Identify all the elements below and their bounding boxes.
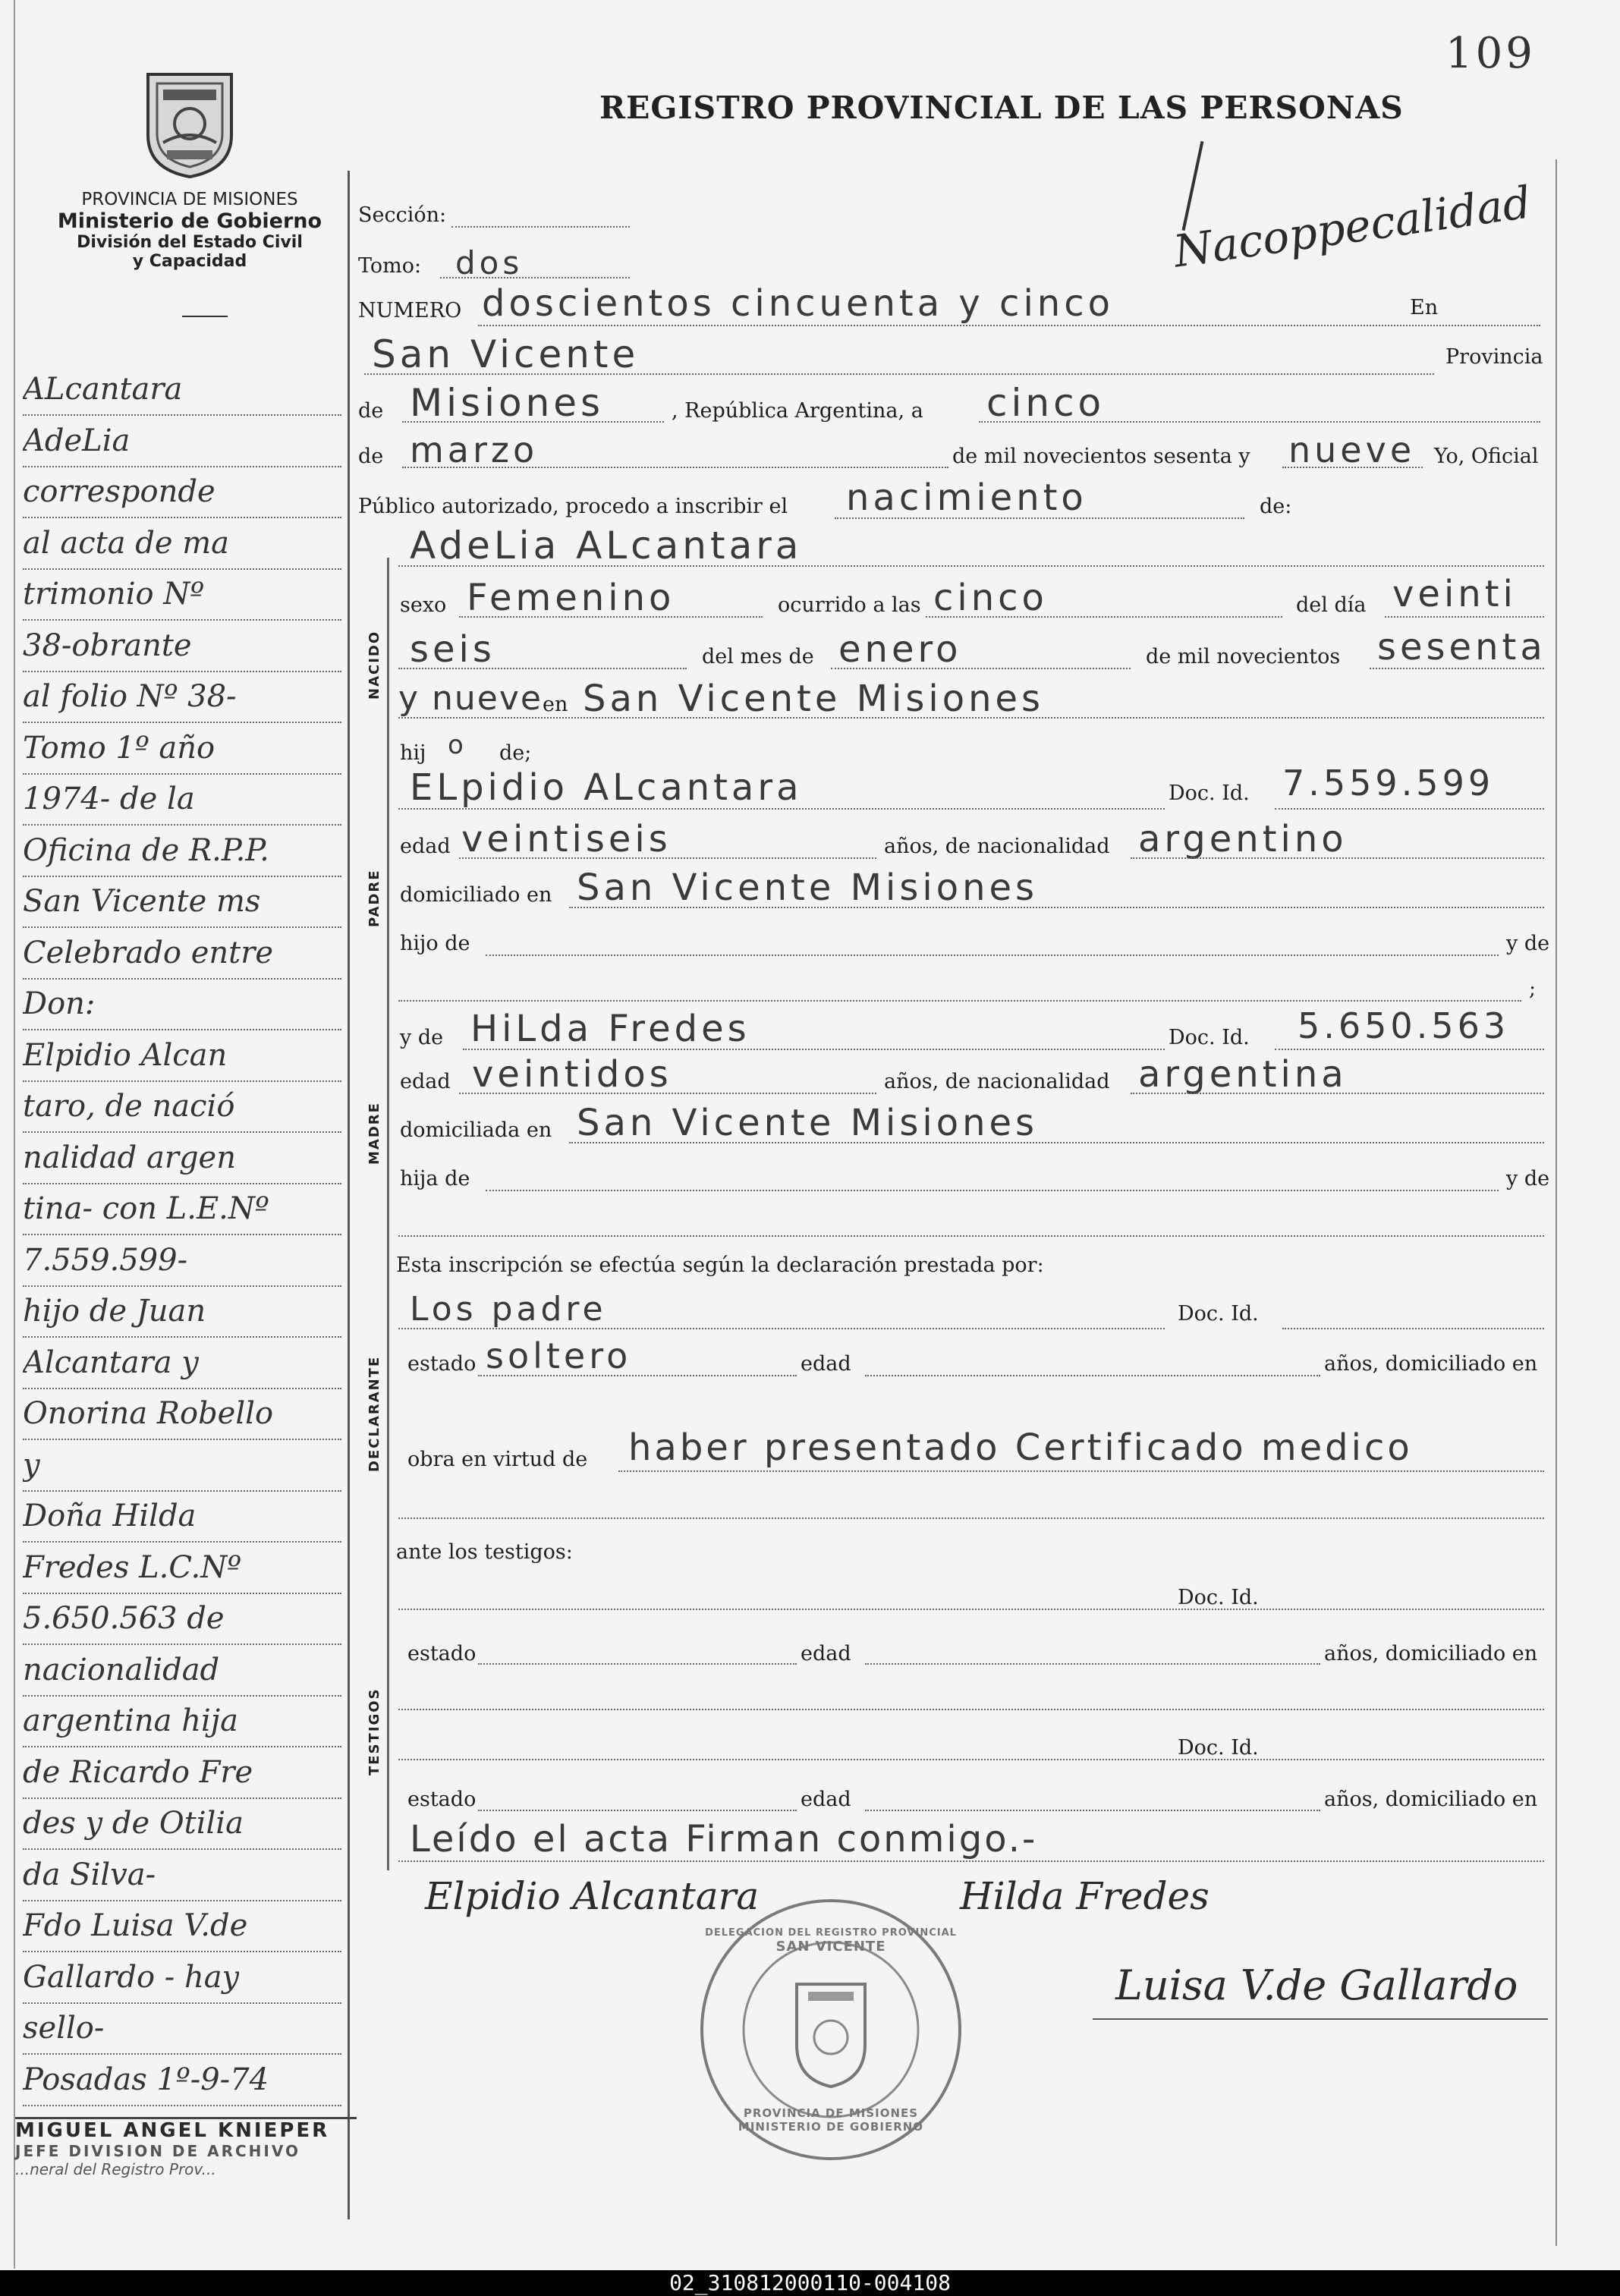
provincia-line — [402, 421, 664, 423]
marginal-note-line: Tomo 1º año — [23, 730, 215, 766]
marginal-note-line: Oficina de R.P.P. — [23, 832, 269, 868]
label-publico: Público autorizado, procedo a inscribir el — [358, 495, 788, 518]
label-obra-virtud: obra en virtud de — [407, 1448, 588, 1471]
label-padre-domiciliado: domiciliado en — [400, 883, 552, 907]
padre-extra-line — [398, 1000, 1521, 1002]
marginal-note-rule — [23, 876, 341, 877]
marginal-note-rule — [23, 1593, 341, 1594]
marginal-note-rule — [23, 2002, 341, 2004]
marginal-note-line: nacionalidad — [23, 1652, 220, 1687]
marginal-note-rule — [23, 1541, 341, 1543]
cierre-line — [398, 1860, 1544, 1862]
label-testigo2-anos: años, domiciliado en — [1324, 1788, 1538, 1811]
marginal-note-rule — [23, 1388, 341, 1389]
marginal-note-rule — [23, 1951, 341, 1952]
padre-nombre-line — [398, 808, 1165, 810]
signature-rule — [1093, 2018, 1548, 2020]
marginal-note-line: AdeLia — [23, 423, 131, 458]
declarante-estado-line — [478, 1375, 797, 1376]
footer-bar — [0, 2270, 1620, 2296]
label-de-colon: de: — [1260, 495, 1292, 518]
marginal-note-line: de Ricardo Fre — [23, 1754, 253, 1790]
marginal-note-rule — [23, 414, 341, 416]
value-lugar: San Vicente — [372, 332, 640, 376]
issuer-capacity: y Capacidad — [132, 252, 247, 271]
marginal-note-rule — [23, 1439, 341, 1440]
tipo-line — [835, 517, 1244, 519]
value-hora: cinco — [933, 577, 1048, 619]
marginal-note-rule — [23, 926, 341, 928]
marginal-note-rule — [23, 568, 341, 570]
marginal-note-rule — [23, 824, 341, 826]
marginal-note-line: Gallardo - hay — [23, 1959, 240, 1995]
value-anio-nac-2: y nueve — [398, 679, 543, 718]
label-de-semicolon: de; — [499, 741, 532, 765]
marginal-note-line: 1974- de la — [23, 782, 195, 816]
value-cierre: Leído el acta Firman conmigo.- — [410, 1818, 1038, 1860]
value-madre-nac: argentina — [1138, 1053, 1348, 1096]
lugar-nac-line — [398, 717, 1544, 719]
value-lugar-nac: San Vicente Misiones — [583, 678, 1045, 720]
label-declarante-estado: estado — [407, 1352, 477, 1376]
marginal-note-line: taro, de nació — [23, 1089, 235, 1124]
label-padre-doc: Doc. Id. — [1169, 782, 1250, 805]
label-en: En — [1410, 296, 1439, 319]
testigo2-line — [398, 1759, 1544, 1760]
marginal-note-line: Don: — [23, 986, 96, 1021]
margin-divider — [348, 171, 350, 2219]
label-padre-hijo-de: hijo de — [400, 932, 470, 955]
label-provincia: Provincia — [1445, 345, 1543, 369]
marginal-note-line: hijo de Juan — [23, 1294, 206, 1329]
marginal-note-rule — [23, 1900, 341, 1901]
marginal-note-line: argentina hija — [23, 1703, 239, 1738]
marginal-note-line: da Silva- — [23, 1857, 156, 1892]
archive-stamp-role: JEFE DIVISION DE ARCHIVO — [15, 2142, 300, 2160]
declarante-line — [398, 1328, 1165, 1329]
label-madre-y-de-2: y de — [1506, 1167, 1550, 1190]
marginal-note-rule — [23, 619, 341, 621]
marginal-note-rule — [23, 1131, 341, 1133]
marginal-note-line: al folio Nº 38- — [23, 679, 237, 714]
label-testigo1-estado: estado — [407, 1642, 477, 1665]
marginal-note-rule — [23, 722, 341, 723]
dia-line — [979, 421, 1540, 423]
marginal-note-rule — [23, 2053, 341, 2055]
signature-padre: Elpidio Alcantara — [425, 1874, 760, 1918]
marginal-note-line: nalidad argen — [23, 1140, 236, 1175]
label-yo-oficial: Yo, Oficial — [1434, 445, 1539, 468]
testigo2-edad-line — [865, 1810, 1320, 1811]
label-padre-edad: edad — [400, 835, 451, 858]
marginal-note-line: al acta de ma — [23, 525, 230, 561]
label-de-mil-sesenta: de mil novecientos sesenta y — [952, 445, 1250, 468]
marginal-note-rule — [23, 1797, 341, 1799]
declarante-doc-line — [1282, 1328, 1544, 1329]
archive-stamp-name: MIGUEL ANGEL KNIEPER — [15, 2117, 357, 2142]
sexo-line — [459, 616, 763, 618]
marginal-note-rule — [23, 1746, 341, 1747]
marginal-note-rule — [23, 466, 341, 467]
value-anio: nueve — [1288, 429, 1416, 470]
value-obra: haber presentado Certificado medico — [628, 1426, 1413, 1469]
padre-nac-line — [1131, 857, 1544, 859]
label-testigo1-anos: años, domiciliado en — [1324, 1642, 1538, 1665]
label-testigo1-doc: Doc. Id. — [1178, 1586, 1259, 1609]
provincial-seal-icon — [140, 67, 239, 181]
label-de-mil-novecientos: de mil novecientos — [1146, 645, 1341, 668]
marginal-note-line: Fdo Luisa V.de — [23, 1908, 248, 1943]
value-numero: doscientos cincuenta y cinco — [482, 282, 1114, 325]
footer-filename: 02_310812000110-004108 — [669, 2270, 951, 2295]
marginal-note-rule — [23, 1336, 341, 1338]
marginal-note-rule — [23, 1848, 341, 1850]
marginal-note-line: Elpidio Alcan — [23, 1037, 228, 1073]
label-testigo2-doc: Doc. Id. — [1178, 1736, 1259, 1760]
label-declarante-anos: años, domiciliado en — [1324, 1352, 1538, 1376]
madre-dom-line — [569, 1142, 1544, 1143]
label-sexo: sexo — [400, 593, 447, 617]
madre-nac-line — [1131, 1093, 1544, 1094]
marginal-note-line: Posadas 1º-9-74 — [23, 2062, 269, 2097]
padre-edad-line — [459, 857, 876, 859]
value-tomo: dos — [455, 244, 524, 281]
official-signature-top: Nacoppecalidad — [1170, 176, 1534, 278]
marginal-note-rule — [23, 1029, 341, 1030]
issuer-block — [38, 190, 341, 271]
marginal-note-rule — [23, 1490, 341, 1492]
value-mes-nac: enero — [838, 628, 962, 671]
value-declarante-estado: soltero — [486, 1335, 632, 1376]
label-ocurrido: ocurrido a las — [778, 593, 921, 617]
testigo1-extra-line — [398, 1709, 1544, 1710]
nombre-line — [398, 565, 1544, 567]
marginal-note-rule — [23, 517, 341, 518]
marginal-note-rule — [23, 671, 341, 672]
padre-dom-line — [569, 907, 1544, 908]
label-del-mes: del mes de — [702, 645, 814, 668]
issuer-province: PROVINCIA DE MISIONES — [81, 190, 298, 209]
right-border — [1556, 159, 1557, 2246]
marginal-note-line: Celebrado entre — [23, 935, 274, 970]
testigo1-edad-line — [865, 1663, 1320, 1665]
padre-hijo-line — [486, 955, 1499, 956]
value-declarante: Los padre — [410, 1290, 607, 1329]
stamp-text-provincia: PROVINCIA DE MISIONES — [743, 2106, 919, 2120]
label-declarante-doc: Doc. Id. — [1178, 1302, 1259, 1326]
value-padre-nombre: ELpidio ALcantara — [410, 766, 803, 809]
section-nacido: NACIDO — [366, 630, 382, 700]
marginal-note-line: 38-obrante — [23, 627, 192, 663]
label-testigo1-edad: edad — [801, 1642, 851, 1665]
testigo1-estado-line — [478, 1663, 797, 1665]
marginal-note-line: Alcantara y — [23, 1345, 199, 1380]
section-madre: MADRE — [366, 1102, 382, 1165]
label-numero: NUMERO — [358, 299, 462, 322]
value-dia-nac-2: seis — [410, 628, 495, 671]
value-madre-edad: veintidos — [472, 1053, 672, 1096]
value-dia: cinco — [986, 381, 1106, 425]
stamp-text-sanvicente: SAN VICENTE — [775, 1939, 886, 1955]
label-declarante-edad: edad — [801, 1352, 851, 1376]
testigo2-estado-line — [478, 1810, 797, 1811]
anio-nac-line-1 — [1370, 668, 1544, 669]
stamp-text-block — [702, 1927, 960, 2134]
marginal-note-line: Fredes L.C.Nº — [23, 1549, 242, 1585]
label-de-provincia: de — [358, 399, 384, 423]
marginal-note-rule — [23, 773, 341, 775]
marginal-note-rule — [23, 1183, 341, 1184]
label-madre-domiciliada: domiciliada en — [400, 1118, 552, 1142]
label-madre-edad: edad — [400, 1070, 451, 1093]
marginal-note-line: Onorina Robello — [23, 1396, 274, 1431]
marginal-note-line: Doña Hilda — [23, 1499, 197, 1533]
marginal-note-rule — [23, 1695, 341, 1697]
marginal-note-line: ALcantara — [23, 372, 183, 407]
madre-nombre-line — [463, 1049, 1165, 1050]
archive-stamp — [15, 2117, 357, 2178]
signature-stroke — [1182, 141, 1204, 231]
marginal-note-line: y — [23, 1447, 40, 1483]
value-sexo: Femenino — [467, 577, 675, 619]
archive-stamp-office: ...neral del Registro Prov... — [15, 2160, 216, 2178]
tomo-line — [440, 277, 630, 278]
label-tomo: Tomo: — [358, 254, 422, 278]
value-padre-edad: veintiseis — [461, 818, 672, 860]
obra-line — [618, 1470, 1544, 1472]
hora-line — [926, 616, 1282, 618]
label-seccion: Sección: — [358, 203, 447, 227]
label-en-lugar: en — [543, 693, 568, 716]
padre-doc-line — [1275, 808, 1544, 810]
lugar-line — [364, 373, 1434, 375]
label-madre-y-de: y de — [400, 1026, 444, 1049]
label-esta-inscripcion: Esta inscripción se efectúa según la declaración prestada por: — [396, 1253, 1044, 1277]
seccion-line — [451, 226, 630, 228]
value-madre-doc: 5.650.563 — [1298, 1005, 1510, 1046]
value-madre-dom: San Vicente Misiones — [577, 1102, 1039, 1144]
value-anio-nac-1: sesenta — [1377, 626, 1546, 668]
label-testigo2-edad: edad — [801, 1788, 851, 1811]
section-divider — [387, 558, 389, 1870]
label-padre-nacionalidad: años, de nacionalidad — [884, 835, 1110, 858]
marginal-note-line: 5.650.563 de — [23, 1601, 225, 1636]
value-mes: marzo — [410, 429, 539, 470]
madre-extra-line — [398, 1235, 1544, 1237]
marginal-note-rule — [23, 1643, 341, 1645]
obra-line-2 — [398, 1518, 1544, 1519]
signature-madre: Hilda Fredes — [960, 1874, 1209, 1918]
marginal-note-line: 7.559.599- — [23, 1242, 188, 1278]
testigo1-line — [398, 1609, 1544, 1610]
label-semicolon: ; — [1529, 977, 1537, 1001]
left-border — [14, 0, 15, 2269]
marginal-note-line: trimonio Nº — [23, 577, 205, 612]
value-madre-nombre: HiLda Fredes — [470, 1008, 750, 1050]
label-del-dia: del día — [1296, 593, 1367, 617]
label-madre-hija-de: hija de — [400, 1167, 470, 1190]
label-madre-doc: Doc. Id. — [1169, 1026, 1250, 1049]
marginal-note-line: des y de Otilia — [23, 1806, 244, 1841]
mes-line — [402, 467, 948, 468]
marginal-note-rule — [23, 1234, 341, 1235]
issuer-rule — [182, 316, 228, 317]
marginal-note-line: corresponde — [23, 474, 215, 509]
madre-doc-line — [1275, 1049, 1544, 1050]
marginal-note-line: San Vicente ms — [23, 884, 261, 919]
label-madre-nacionalidad: años, de nacionalidad — [884, 1070, 1110, 1093]
marginal-note-line: tina- con L.E.Nº — [23, 1191, 269, 1226]
numero-line — [478, 325, 1540, 326]
label-hij: hij — [400, 741, 426, 765]
label-padre-y-de: y de — [1506, 932, 1550, 955]
label-de-mes: de — [358, 445, 384, 468]
issuer-division: División del Estado Civil — [77, 233, 303, 252]
madre-edad-line — [459, 1093, 876, 1094]
value-nombre: AdeLia ALcantara — [410, 524, 803, 568]
madre-hija-line — [486, 1190, 1499, 1191]
value-padre-doc: 7.559.599 — [1282, 763, 1495, 804]
section-testigos: TESTIGOS — [366, 1687, 382, 1775]
value-padre-dom: San Vicente Misiones — [577, 867, 1039, 909]
declarante-edad-line — [865, 1375, 1320, 1376]
label-republica: , República Argentina, a — [672, 399, 923, 423]
marginal-note-line: sello- — [23, 2011, 105, 2046]
value-tipo: nacimiento — [846, 476, 1087, 519]
document-title: REGISTRO PROVINCIAL DE LAS PERSONAS — [599, 90, 1404, 126]
dia-nac-line-2 — [398, 668, 687, 669]
issuer-ministry: Ministerio de Gobierno — [57, 209, 322, 233]
value-padre-nac: argentino — [1138, 818, 1348, 860]
marginal-note-rule — [23, 1080, 341, 1082]
dia-nac-line-1 — [1385, 616, 1544, 618]
anio-line — [1282, 467, 1423, 468]
label-ante-testigos: ante los testigos: — [396, 1540, 573, 1564]
stamp-text-delegacion: DELEGACION DEL REGISTRO PROVINCIAL — [705, 1927, 957, 1939]
value-provincia: Misiones — [410, 381, 605, 425]
label-testigo2-estado: estado — [407, 1788, 477, 1811]
stamp-text-ministerio: MINISTERIO DE GOBIERNO — [738, 2120, 924, 2134]
page-number: 109 — [1445, 29, 1536, 78]
value-dia-nac-1: veinti — [1392, 573, 1517, 615]
signature-oficial: Luisa V.de Gallardo — [1115, 1961, 1518, 2009]
marginal-note-rule — [23, 1285, 341, 1287]
section-declarante: DECLARANTE — [366, 1355, 382, 1472]
mes-nac-line — [831, 668, 1131, 669]
value-hij-suffix: o — [448, 730, 467, 760]
section-padre: PADRE — [366, 869, 382, 927]
marginal-note-rule — [23, 2105, 341, 2106]
marginal-note-rule — [23, 978, 341, 980]
